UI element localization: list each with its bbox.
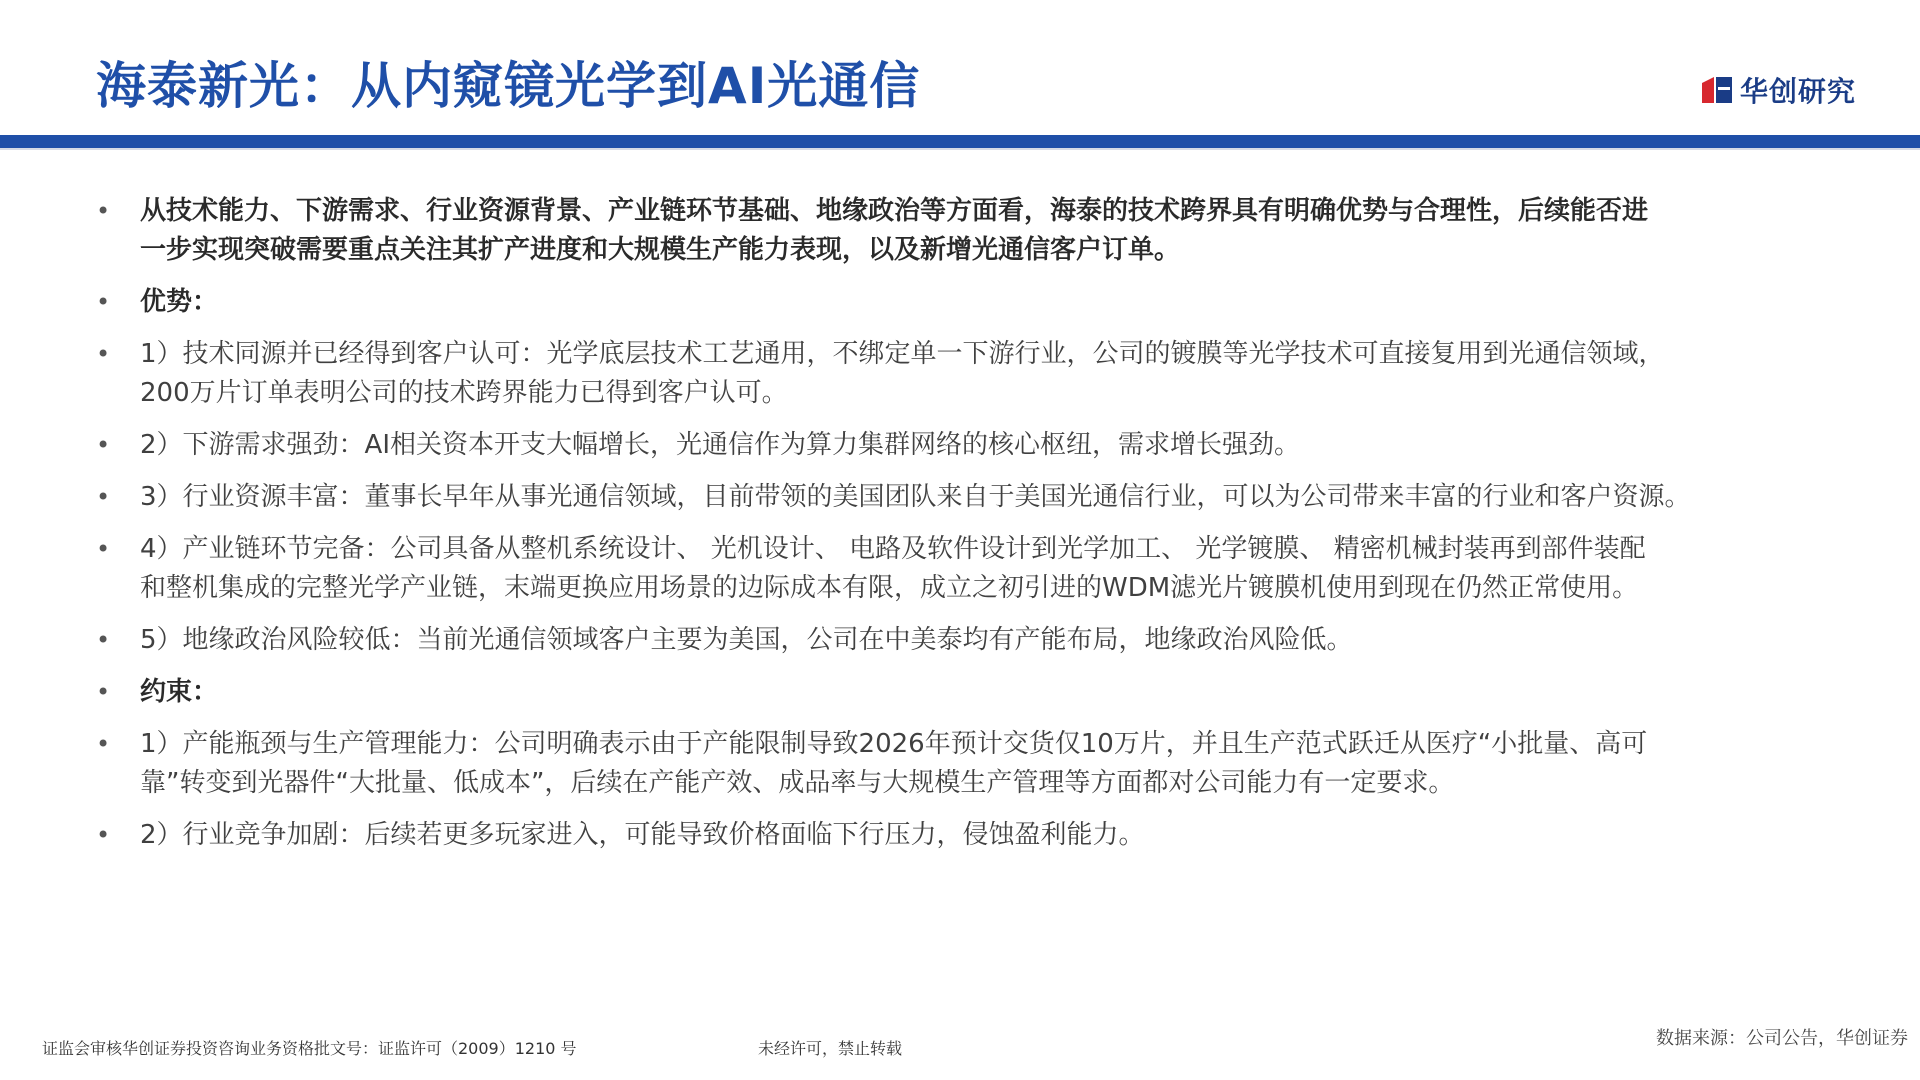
list-item-text: 从技术能力、下游需求、行业资源背景、产业链环节基础、地缘政治等方面看，海泰的技术跨界具有明确优势与合理性，后续能否进 一步实现突破需要重点关注其扩产进度和大规模生产能力表现，以及新增光通信客户订单。 bbox=[140, 196, 1649, 265]
bullet-dot-icon: • bbox=[96, 197, 111, 225]
list-item-text: 2）行业竞争加剧：后续若更多玩家进入，可能导致价格面临下行压力，侵蚀盈利能力。 bbox=[140, 820, 1145, 850]
logo-text: 华创研究 bbox=[1740, 75, 1857, 108]
bullet-dot-icon: • bbox=[96, 340, 111, 368]
footer-notice: 未经许可，禁止转载 bbox=[758, 1039, 903, 1058]
list-item bbox=[96, 192, 1796, 270]
bullet-dot-icon: • bbox=[96, 483, 111, 511]
list-item-text: 优势： bbox=[140, 287, 219, 317]
list-item bbox=[96, 621, 1796, 660]
list-item-text: 1）技术同源并已经得到客户认可：光学底层技术工艺通用，不绑定单一下游行业，公司的镀膜等光学技术可直接复用到光通信领域， 200万片订单表明公司的技术跨界能力已得到客户认可。 bbox=[140, 339, 1665, 408]
bullet-dot-icon: • bbox=[96, 821, 111, 849]
footer-source: 数据来源：公司公告，华创证券 bbox=[1656, 1028, 1908, 1049]
bullet-dot-icon: • bbox=[96, 678, 111, 706]
list-item-text: 约束： bbox=[140, 677, 219, 707]
brand-logo bbox=[1700, 70, 1856, 110]
bullet-dot-icon: • bbox=[96, 288, 111, 316]
bullet-dot-icon: • bbox=[96, 431, 111, 459]
list-item bbox=[96, 530, 1796, 608]
list-item bbox=[96, 673, 1796, 712]
list-item-text: 4）产业链环节完备：公司具备从整机系统设计、 光机设计、 电路及软件设计到光学加工、 光学镀膜、 精密机械封装再到部件装配 和整机集成的完整光学产业链，末端更换应用场景的边际成本有限，成立之初引进的WDM滤光片镀膜机使用到现在仍然正常使用。 bbox=[140, 534, 1646, 603]
list-item bbox=[96, 335, 1796, 413]
logo-mark-icon bbox=[1700, 75, 1734, 105]
list-item-text: 5）地缘政治风险较低：当前光通信领域客户主要为美国，公司在中美泰均有产能布局，地缘政治风险低。 bbox=[140, 625, 1353, 655]
footer-license: 证监会审核华创证券投资咨询业务资格批文号：证监许可（2009）1210 号 bbox=[42, 1039, 577, 1058]
header-divider bbox=[0, 135, 1920, 148]
list-item bbox=[96, 816, 1796, 855]
bullet-dot-icon: • bbox=[96, 535, 111, 563]
list-item-text: 3）行业资源丰富：董事长早年从事光通信领域，目前带领的美国团队来自于美国光通信行业，可以为公司带来丰富的行业和客户资源。 bbox=[140, 482, 1691, 512]
bullet-dot-icon: • bbox=[96, 730, 111, 758]
list-item bbox=[96, 283, 1796, 322]
list-item bbox=[96, 478, 1796, 517]
page-title: 海泰新光：从内窥镜光学到AI光通信 bbox=[96, 57, 921, 115]
list-item-text: 2）下游需求强劲：AI相关资本开支大幅增长，光通信作为算力集群网络的核心枢纽，需求增长强劲。 bbox=[140, 430, 1300, 460]
list-item bbox=[96, 725, 1796, 803]
list-item-text: 1）产能瓶颈与生产管理能力：公司明确表示由于产能限制导致2026年预计交货仅10万片，并且生产范式跃迁从医疗“小批量、高可 靠”转变到光器件“大批量、低成本”，后续在产能产效、成品率与大规模生产管理等方面都对公司能力有一定要求。 bbox=[140, 729, 1648, 798]
bullet-dot-icon: • bbox=[96, 626, 111, 654]
list-item bbox=[96, 426, 1796, 465]
bullet-list bbox=[96, 192, 1796, 868]
